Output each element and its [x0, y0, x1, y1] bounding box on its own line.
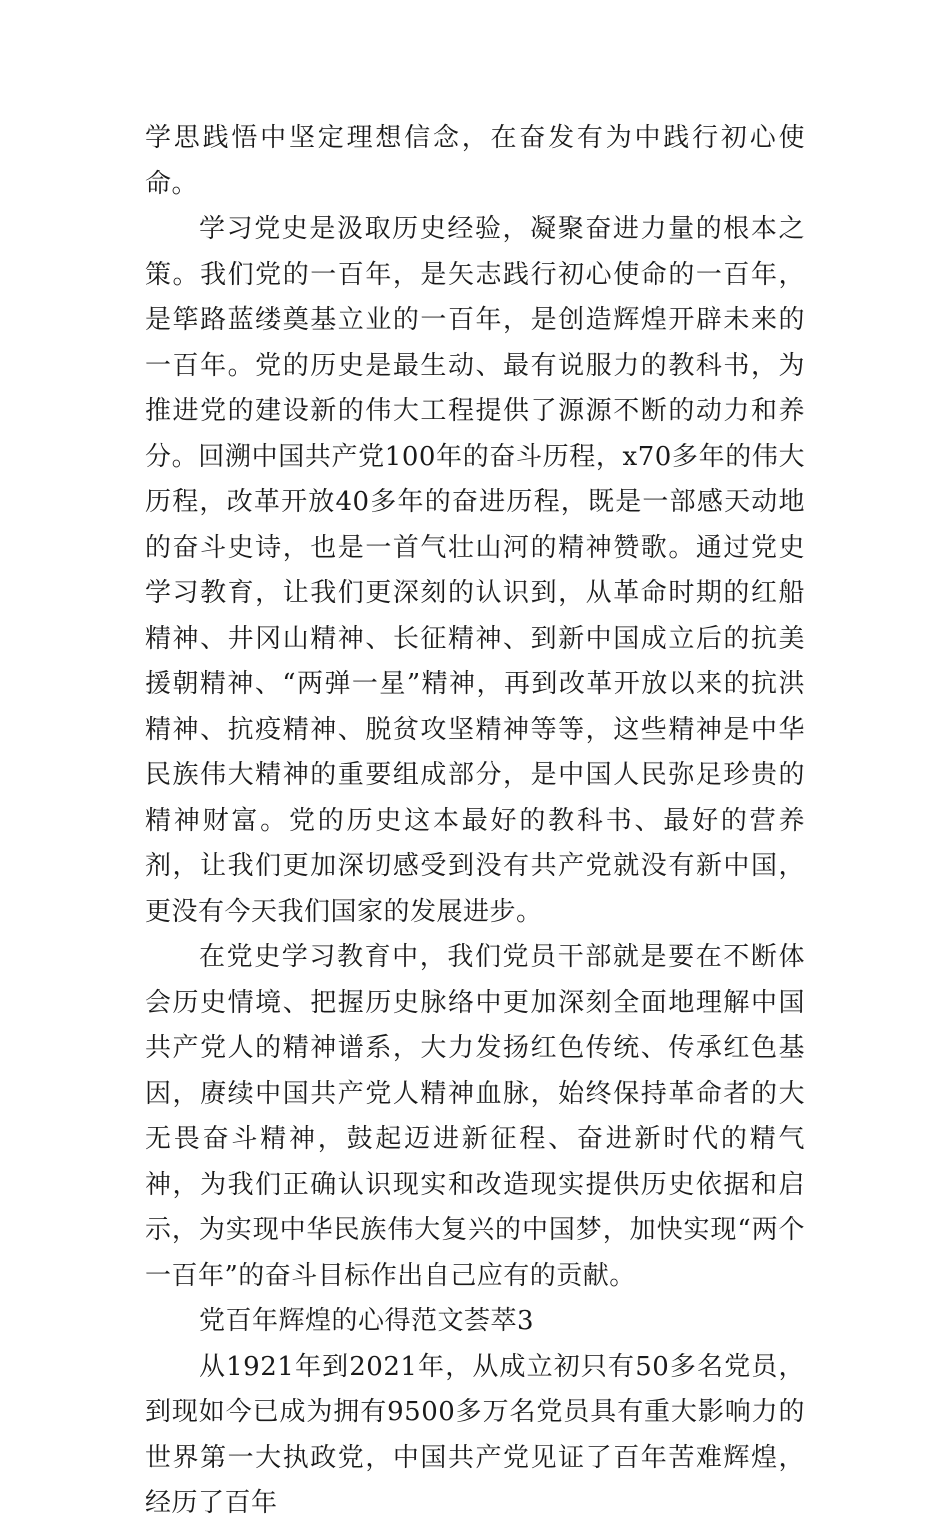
paragraph-party-history-education: 在党史学习教育中，我们党员干部就是要在不断体会历史情境、把握历史脉络中更加深刻全面地理解中国共产党人的精神谱系，大力发扬红色传统、传承红色基因，赓续中国共产党人精神血脉，始终保持革命者的大无畏奋斗精神，鼓起迈进新征程、奋进新时代的精气神，为我们正确认识现实和改造现实提供历史依据和启示，为实现中华民族伟大复兴的中国梦，加快实现“两个一百年”的奋斗目标作出自己应有的贡献。: [145, 942, 805, 1291]
paragraph-continuation: 学思践悟中坚定理想信念，在奋发有为中践行初心使命。: [145, 123, 805, 199]
document-body: [145, 116, 805, 1527]
section-heading: 党百年辉煌的心得范文荟萃3: [199, 1306, 535, 1336]
paragraph-party-history-study: 学习党史是汲取历史经验，凝聚奋进力量的根本之策。我们党的一百年，是矢志践行初心使命的一百年，是筚路蓝缕奠基立业的一百年，是创造辉煌开辟未来的一百年。党的历史是最生动、最有说服力的教科书，为推进党的建设新的伟大工程提供了源源不断的动力和养分。回溯中国共产党100年的奋斗历程，x70多年的伟大历程，改革开放40多年的奋进历程，既是一部感天动地的奋斗史诗，也是一首气壮山河的精神赞歌。通过党史学习教育，让我们更深刻的认识到，从革命时期的红船精神、井冈山精神、长征精神、到新中国成立后的抗美援朝精神、“两弹一星”精神，再到改革开放以来的抗洪精神、抗疫精神、脱贫攻坚精神等等，这些精神是中华民族伟大精神的重要组成部分，是中国人民弥足珍贵的精神财富。党的历史这本最好的教科书、最好的营养剂，让我们更加深切感受到没有共产党就没有新中国，更没有今天我们国家的发展进步。: [145, 214, 805, 927]
paragraph-century-history: 从1921年到2021年，从成立初只有50多名党员，到现如今已成为拥有9500多万名党员具有重大影响力的世界第一大执政党，中国共产党见证了百年苦难辉煌，经历了百年: [145, 1351, 805, 1518]
